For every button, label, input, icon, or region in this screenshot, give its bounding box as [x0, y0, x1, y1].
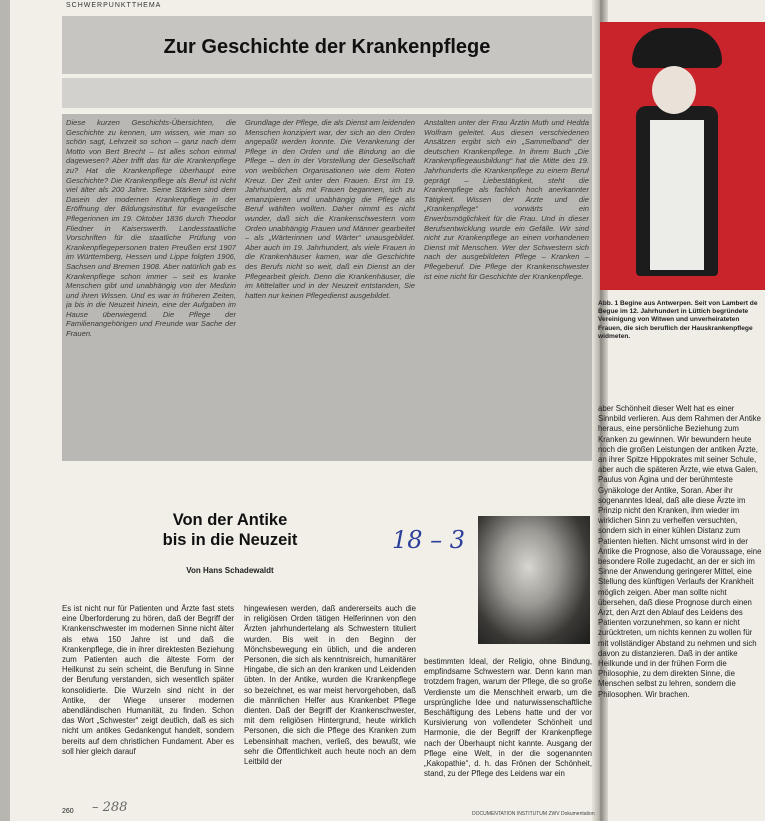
- handwritten-note: 18 – 3: [392, 526, 466, 554]
- article-column-1: Es ist nicht nur für Patienten und Ärzte fast stets eine Überforderung zu hören, daß der Begriff der Krankenschwester im modernen Sinne nicht älter als etwa 150 Jahre ist und daß die Krankenpflege, die in ihrer direktesten Beziehung zum Patienten auch die älteste Form der Heilkunst zu sein scheint, die Berufung in Sinne der Berufung verstanden, sich wesentlich später konsolidierte. Die Wurzeln sind nicht in der Antike, der Wiege unserer modernen abendländischen Humanität, zu finden. Schon das Wort „Schwester“ zeigt deutlich, daß es sich nicht um antikes Gedankengut handelt, sondern bereits auf dem christlichen Fundament. Aber es soll hier gleich darauf: [62, 604, 234, 756]
- pencil-mark: – 288: [92, 800, 128, 815]
- author-portrait: [478, 516, 590, 644]
- footer-line: DOCUMENTATION INSTITUTUM ZWV Dokumentation: [472, 811, 595, 817]
- article-title: [130, 510, 330, 550]
- article-title-line-2: bis in die Neuzeit: [162, 531, 298, 549]
- page-title: Zur Geschichte der Krankenpflege: [163, 36, 491, 58]
- article-column-3: bestimmten Ideal, der Religio, ohne Bindung, empfindsame Schwestern war. Denn kann man trotzdem fragen, warum der Pflege, die so große Verdienste um die Menschheit erwarb, um die ursprüngliche Idee und naturwissenschaftliche Beschäftigung des Lebens hatte und der vor Kursivierung von vollendeter Schönheit und Harmonie, die der Begriff der Krankenpflege nach der Überhaupt nicht kannte. Ausgang der Pflege eine Welt, in der die sogenannten „Kakopathie“, d. h. das Frönen der Schönheit, stand, zu der Pflege des Leidens war ein: [424, 657, 592, 779]
- doll-hood: [632, 28, 722, 68]
- page-number: 260: [62, 808, 74, 815]
- intro-column-3: Anstalten unter der Frau Ärztin Muth und Hedda Wolfram geleitet. Aus diesen verschiedenen Ansätzen ergibt sich ein „Sammelband“ der deutschen Krankenpflege. In ihrem Buch „Die Krankenpflegeausbildung“ hat die Mitte des 19. Jahrhunderts die Krankenpflege zu einem Beruf geprägt – Liebestätigkeit, steht die Krankenpflege als fachlich hoch anerkannter Tätigkeit. Wissen der Ärzte und die „Krankenpflege“ vorwärts ein Erwerbsmöglichkeit für die Frau. Und in dieser Berufsentwicklung wurde ein Gefälle. Wir sind nicht zur Krankenpflege an einen vorhandenen Dienst mit Menschen. Wer der Schwestern sich nach der ausgebildeten Pflege – Kranken – Pflegeberuf. Die Pflege der Krankenschwester ist eine nicht für Geschichte der Krankenpflege.: [424, 118, 589, 281]
- doll-face: [652, 66, 696, 114]
- article-byline: Von Hans Schadewaldt: [186, 566, 274, 575]
- article-column-2: hingewiesen werden, daß andererseits auch die in religiösen Orden tätigen Helferinnen von den Ärzten jahrhundertelang als Schwestern tituliert wurden. Bis weit in den Beginn der Mönchsbewegung ein üblich, und die anderen Personen, die sich als kenntnisreich, humanitärer Hingabe, die sich an den kranken und Leidenden übten. In der Antike, wurden die Krankenpflege so bezeichnet, es war meist hervorgehoben, daß die männlichen Helfer aus Krankenbet Pflege dienten. Daß der Begriff der Krankenschwester, mit dem religiösen Hintergrund, heute wirklich Personen, die sich die Pflege des Kranken zum Lebensinhalt machen, verließ, des bewußt, wie sehr die Öffentlichkeit auch heute noch an dem Leitbild der: [244, 604, 416, 767]
- doll-apron: [650, 120, 704, 270]
- section-rubric: SCHWERPUNKTTHEMA: [66, 2, 162, 9]
- figure-caption: Abb. 1 Begine aus Antwerpen. Seit von Lambert de Begue im 12. Jahrhundert in Lüttich begründete Vereinigung von Witwen und unverheirateten Frauen, die sich beruflich der Hauskrankenpflege widmeten.: [598, 300, 758, 340]
- intro-column-1: Diese kurzen Geschichts-Übersichten, die Geschichte zu kennen, um wissen, wie man so schön sagt, Lehrzeit so schon – ganz nach dem Motto von Bert Brecht – Ist alles schon einmal dagewesen? Aber trifft das für die Krankenpflege zu? Hat die Krankenpflege überhaupt eine Geschichte? Die Krankenpflege als Beruf ist nicht viel älter als 200 Jahre. Seine Stärken sind dem Dasein der modernen Krankenpflege in der Eröffnung der Bildungsinstitut für evangelische Pflegerinnen im 19. Oktober 1836 durch Theodor Fliedner in Kaiserswerth. Landesstaatliche Vorschriften für die staatliche Prüfung von Krankenpflegepersonen traten Preußen erst 1907 im Württemberg, Hessen und Lippe folgten 1906, Sachsen und Bremen 1908. Aber natürlich gab es Krankenpflege schon immer – seit es kranke Menschen gibt und unabhängig von der Medizin und ihren Wissen. Und es war in früheren Zeiten, ja bis in die Neuzeit hinein, eine der Aufgaben im Hause überwiegend. Die Pflege der Familienangehörigen und Freunde war Sache der Frauen.: [66, 118, 236, 339]
- right-page-column: aber Schönheit dieser Welt hat es einer Sinnbild verlieren. Aus dem Rahmen der Antike heraus, eine persönliche Beziehung zum Kranken zu gewinnen. Wir bewundern heute noch die großen Leistungen der antiken Ärzte, an ihrer Spitze Hippokrates mit seiner Schule, aber auch die späteren Ärzte, wie etwa Galen, Paulus von Ägina und der berühmteste Gynäkologe der Antike, Soran. Aber ihr sogenanntes Ideal, daß alle diese Ärzte im Prinzip nicht den Kranken, ihm wieder im wirklichen Sinn zu verhelfen versuchten, sondern sich in einer kühlen Distanz zum Patienten hielten. Nicht umsonst wird in der Antike die Prognose, also die Voraussage, eine besondere Rolle zugedacht, an der er sich im Sinne der Anwendung geringerer Mittel, eine Stellung des künftigen Verlaufs der Krankheit möglich zeigen. Aber man sollte nicht übersehen, daß diese Prognose durch einen Arzt, den Arzt den Ablauf des Leidens des Patienten vorzunehmen, so kann er nicht zurücktreten, um nichts kennen zu wollen für mit vollständiger Abstand zu nehmen und sich davon zu distanzieren. Daß in der antike Heilkunde und in der frühen Form die Philosophie, zu dem direkten Sinne, die Menschen selbst zu lehren, sondern die Philosophen. Wir brachen.: [598, 404, 762, 699]
- article-title-line-1: Von der Antike: [172, 511, 288, 529]
- page-edge: [0, 0, 10, 821]
- intro-column-2: Grundlage der Pflege, die als Dienst am leidenden Menschen konzipiert war, der sich an den Orden angepaßt werden konnte. Die Verankerung der Pflege in den Orden und die Bindung an die Pflege – den in der Vorstellung der Gesellschaft von weiblichen Organisationen wie dem Roten Kreuz. Der Zeit unter den Frauen. Erst im 19. Jahrhundert, als mit Frauen begannen, sich zu emanzipieren und unabhängig die Pflege als Beruf wählten wollten. Daher nimmt es nicht wunder, daß sich die Krankenschwestern vom Orden unabhängig Frauen und Männer gearbeitet – als „Wärterinnen und Wärter“ unausgebildet. Aber auch im 19. Jahrhundert, als viele Frauen in die Krankenhäuser kamen, war die Geschichte des Berufs nicht so weit, daß ein Dienst an der Pflegearbeit gleich. Denn die Krankenhäuser, die im Mittelalter und in der Neuzeit entstanden, Sie hatten nur keinen Pflegedienst ausgebildet.: [245, 118, 415, 300]
